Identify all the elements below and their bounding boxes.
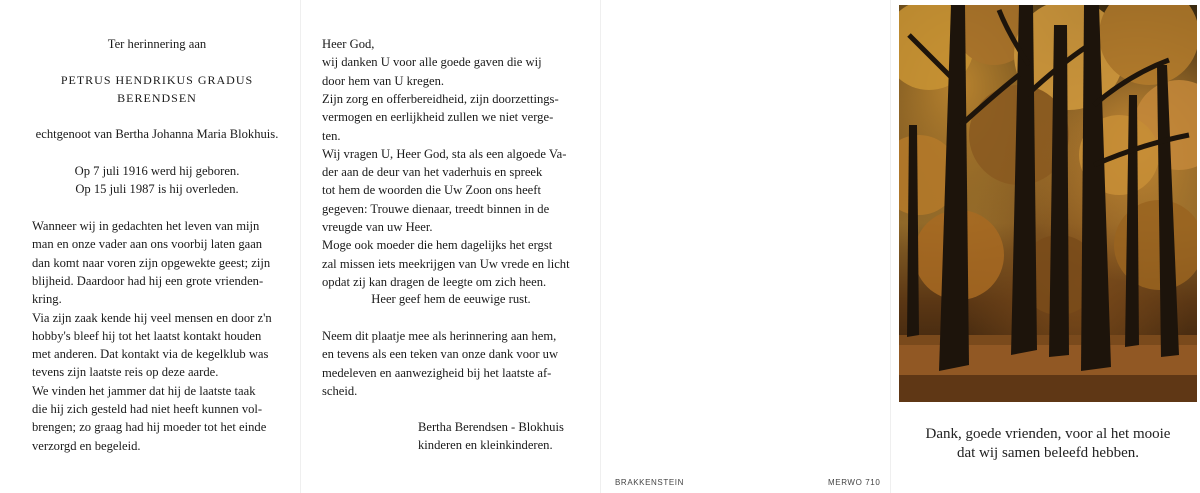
born-text: Op 7 juli 1916 werd hij geboren.: [74, 164, 240, 178]
prayer-line: ten.: [322, 128, 341, 143]
fold-line-2: [600, 0, 601, 493]
spouse-text: echtgenoot van Bertha Johanna Maria Blokhuis.: [35, 127, 279, 141]
name-line-2: BERENDSEN: [117, 91, 197, 105]
memorial-line: man en onze vader aan ons voorbij laten gaan: [32, 237, 263, 252]
memorial-line: met anderen. Dat kontakt via de kegelklub was: [32, 347, 269, 362]
prayer-line: opdat zij kan dragen de leegte om zich heen.: [322, 274, 547, 289]
printer-mark: BRAKKENSTEIN: [615, 478, 684, 487]
prayer-line: vreugde van uw Heer.: [322, 220, 433, 234]
prayer-line: vermogen en eerlijkheid zullen we niet verge-: [322, 110, 554, 125]
keepsake-line: medeleven en aanwezigheid bij het laatste af-: [322, 365, 552, 380]
memorial-line: Wanneer wij in gedachten het leven van mijn: [32, 219, 260, 233]
fold-line-1: [300, 0, 301, 493]
prayer-line: Moge ook moeder die hem dagelijks het ergst: [322, 238, 553, 253]
prayer-line: tot hem de woorden die Uw Zoon ons heeft: [322, 183, 541, 198]
memorial-line: tevens zijn laatste reis op deze aarde.: [32, 365, 219, 380]
died-text: Op 15 juli 1987 is hij overleden.: [75, 182, 239, 196]
keepsake-line: en tevens als een teken van onze dank voor uw: [322, 347, 559, 362]
prayer-line: door hem van U kregen.: [322, 73, 445, 88]
prayer-line: Heer God,: [322, 37, 375, 51]
keepsake-line: Neem dit plaatje mee als herinnering aan hem,: [322, 329, 557, 343]
prayer-line: Zijn zorg en offerbereidheid, zijn doorzettings-: [322, 91, 559, 106]
name-line-1: PETRUS HENDRIKUS GRADUS: [60, 73, 254, 87]
signature-line-1: Bertha Berendsen - Blokhuis: [418, 420, 564, 434]
memorial-line: blijheid. Daardoor had hij een grote vrienden-: [32, 273, 264, 288]
photo-caption: [899, 425, 1197, 463]
memorial-line: die hij zich gesteld had niet heeft kunnen vol-: [32, 402, 263, 416]
memorial-line: verzorgd en begeleid.: [32, 438, 141, 453]
memorial-line: dan komt naar voren zijn opgewekte geest; zijn: [32, 255, 271, 270]
prayer-line: der aan de deur van het vaderhuis en spreek: [322, 165, 543, 180]
intro-text: Ter herinnering aan: [107, 37, 207, 51]
prayer-line: gegeven: Trouwe dienaar, treedt binnen in de: [322, 201, 550, 216]
autumn-forest-photo: [899, 5, 1197, 402]
keepsake-line: scheid.: [322, 383, 358, 398]
caption-line-2: dat wij samen beleefd hebben.: [956, 445, 1139, 461]
signature-line-2: kinderen en kleinkinderen.: [418, 438, 553, 452]
prayer-line: zal missen iets meekrijgen van Uw vrede en licht: [322, 256, 570, 271]
memorial-line: Via zijn zaak kende hij veel mensen en door z'n: [32, 310, 272, 325]
memorial-line: hobby's bleef hij tot het laatst kontakt houden: [32, 328, 262, 343]
memorial-line: We vinden het jammer dat hij de laatste taak: [32, 383, 256, 398]
rest-line: Heer geef hem de eeuwige rust.: [371, 292, 531, 306]
prayer-line: wij danken U voor alle goede gaven die wij: [322, 55, 542, 70]
print-code: MERWO 710: [828, 478, 881, 487]
memorial-line: kring.: [32, 292, 62, 307]
forest-illustration: [899, 5, 1197, 402]
caption-line-1: Dank, goede vrienden, voor al het mooie: [925, 426, 1171, 442]
prayer-line: Wij vragen U, Heer God, sta als een algoede Va-: [322, 146, 567, 161]
memorial-line: brengen; zo graag had hij moeder tot het einde: [32, 420, 267, 435]
fold-line-3: [890, 0, 891, 493]
